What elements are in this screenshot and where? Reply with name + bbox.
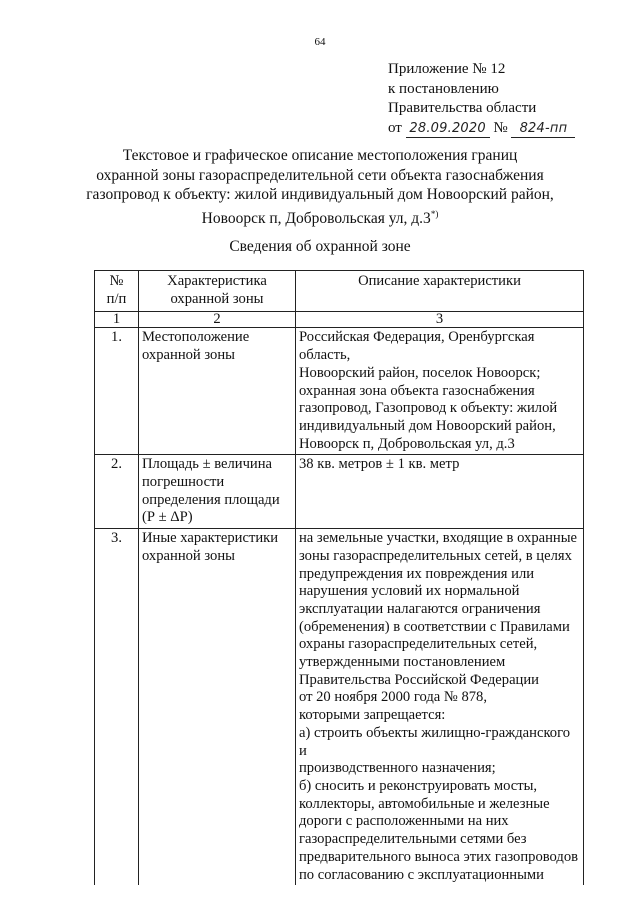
- document-title: [0, 146, 640, 228]
- title-line: газопровод к объекту: жилой индивидуальный дом Новоорский район,: [86, 186, 554, 203]
- row-description: на земельные участки, входящие в охранные зоны газораспределительных сетей, в целях предупреждения их повреждения или нарушения условий их нормальной эксплуатации налагаются ограничения (обременения) в соответствии с Правилами охраны газораспределительных сетей, утвержденными постановлением Правительства Российской Федерации от 20 ноября 2000 года № 878, которыми запрещается: а) строить объекты жилищно-гражданского и производственного назначения; б) сносить и реконструировать мосты, коллекторы, автомобильные и железные дороги с расположенными на них газораспределительными сетями без предварительного выноса этих газопроводов по согласованию с эксплуатационными: [296, 529, 584, 886]
- row-characteristic: Площадь ± величина погрешности определения площади (Р ± ΔР): [139, 455, 296, 529]
- header-cell-characteristic: Характеристика охранной зоны: [139, 271, 296, 312]
- row-number: 2.: [95, 455, 139, 529]
- footnote-mark: *): [430, 208, 439, 219]
- row-number: 3.: [95, 529, 139, 886]
- page-number: 64: [314, 36, 326, 48]
- row-description: Российская Федерация, Оренбургская область, Новоорский район, поселок Новоорск; охранная зона объекта газоснабжения газопровод, Газопровод к объекту: жилой индивидуальный дом Новоорский район, Новоорск п, Добровольская ул, д.3: [296, 328, 584, 455]
- table-header-row: [95, 271, 584, 312]
- appendix-title: Приложение № 12: [388, 61, 506, 77]
- number-label: №: [493, 119, 508, 136]
- column-number: 1: [95, 312, 139, 328]
- row-description: 38 кв. метров ± 1 кв. метр: [296, 455, 584, 529]
- title-line: охранной зоны газораспределительной сети объекта газоснабжения: [96, 166, 544, 184]
- appendix-block: [388, 60, 575, 138]
- appendix-government-line: Правительства области: [388, 100, 537, 116]
- resolution-date: 28.09.2020: [406, 121, 490, 138]
- column-number: 2: [139, 312, 296, 328]
- resolution-number: 824-пп: [511, 121, 575, 138]
- row-characteristic: Иные характеристики охранной зоны: [139, 529, 296, 886]
- table-row: [95, 328, 584, 455]
- title-address: Новоорск п, Добровольская ул, д.3: [201, 209, 431, 227]
- appendix-resolution-line: к постановлению: [388, 80, 499, 97]
- header-cell-description: Описание характеристики: [296, 271, 584, 312]
- from-label: от: [388, 119, 402, 136]
- title-line: Текстовое и графическое описание местоположения границ: [122, 147, 518, 164]
- column-number-row: [95, 312, 584, 328]
- section-subtitle: Сведения об охранной зоне: [229, 238, 411, 255]
- row-characteristic: Местоположение охранной зоны: [139, 328, 296, 455]
- row-number: 1.: [95, 328, 139, 455]
- title-line: [0, 205, 640, 229]
- table-row: [95, 529, 584, 886]
- header-cell-number: № п/п: [95, 271, 139, 312]
- protected-zone-table: [94, 270, 584, 885]
- table-row: [95, 455, 584, 529]
- column-number: 3: [296, 312, 584, 328]
- appendix-date-line: [388, 119, 575, 139]
